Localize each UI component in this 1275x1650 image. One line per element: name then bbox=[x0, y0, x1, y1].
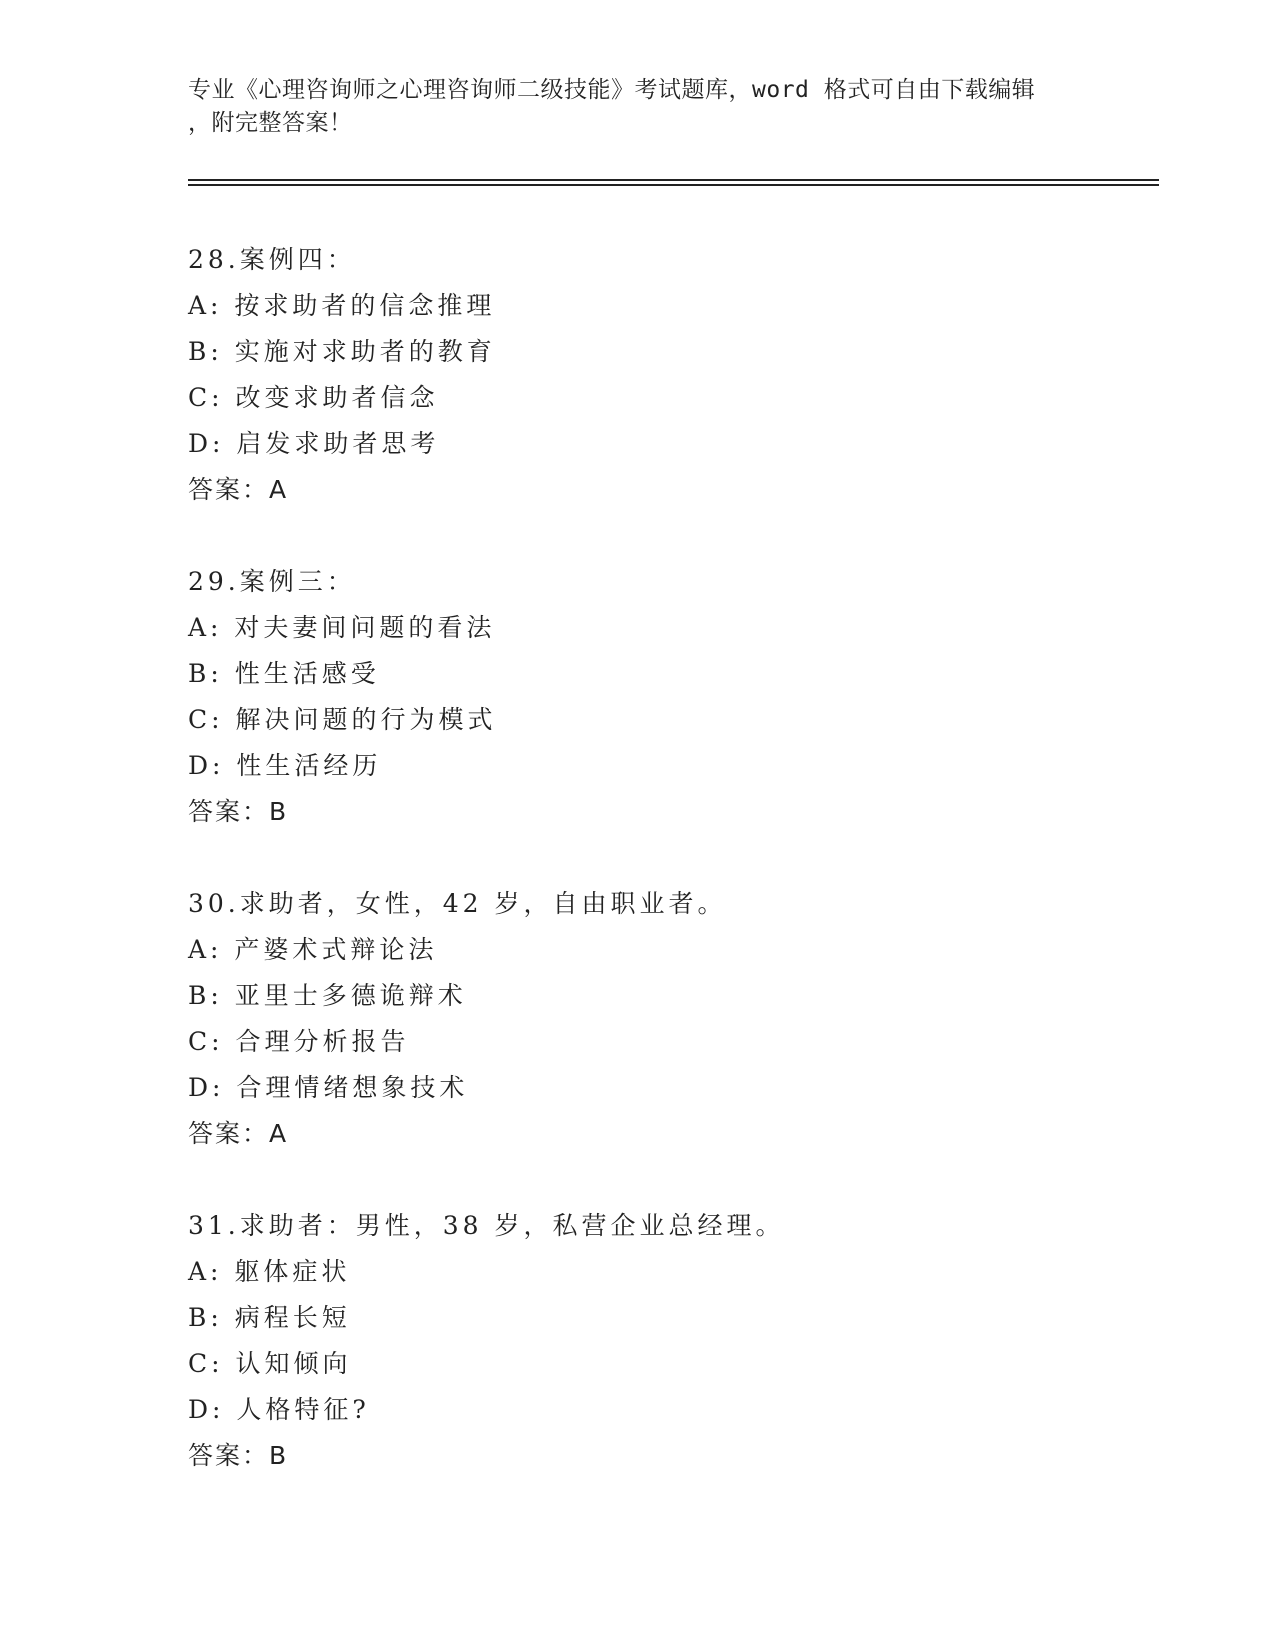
header-title-line-1: 专业《心理咨询师之心理咨询师二级技能》考试题库，word 格式可自由下载编辑 bbox=[188, 77, 1036, 103]
question-stem: 30.求助者，女性，42 岁，自由职业者。 bbox=[188, 889, 727, 918]
option-c: C: 认知倾向 bbox=[188, 1349, 352, 1378]
answer-line: 答案：A bbox=[188, 1119, 289, 1148]
question-28 bbox=[188, 237, 1138, 513]
answer-line: 答案：B bbox=[188, 1441, 289, 1470]
header-divider-bottom bbox=[188, 184, 1159, 186]
question-stem: 29.案例三： bbox=[188, 567, 356, 596]
option-b: B: 实施对求助者的教育 bbox=[188, 337, 496, 366]
answer-line: 答案：A bbox=[188, 475, 289, 504]
option-c: C: 改变求助者信念 bbox=[188, 383, 439, 412]
option-b: B: 病程长短 bbox=[188, 1303, 351, 1332]
question-list bbox=[188, 237, 1138, 1525]
option-d: D: 合理情绪想象技术 bbox=[188, 1073, 469, 1102]
option-a: A: 按求助者的信念推理 bbox=[188, 291, 496, 320]
option-c: C: 合理分析报告 bbox=[188, 1027, 410, 1056]
option-d: D: 性生活经历 bbox=[188, 751, 382, 780]
option-c: C: 解决问题的行为模式 bbox=[188, 705, 497, 734]
option-a: A: 产婆术式辩论法 bbox=[188, 935, 438, 964]
option-b: B: 性生活感受 bbox=[188, 659, 380, 688]
question-30 bbox=[188, 881, 1138, 1157]
option-a: A: 躯体症状 bbox=[188, 1257, 351, 1286]
question-stem: 28.案例四： bbox=[188, 245, 356, 274]
question-31 bbox=[188, 1203, 1138, 1479]
header-title-line-2: ，附完整答案！ bbox=[188, 110, 353, 136]
option-d: D: 启发求助者思考 bbox=[188, 429, 440, 458]
question-stem: 31.求助者：男性，38 岁，私营企业总经理。 bbox=[188, 1211, 785, 1240]
document-header bbox=[188, 74, 1088, 140]
option-b: B: 亚里士多德诡辩术 bbox=[188, 981, 467, 1010]
question-29 bbox=[188, 559, 1138, 835]
option-d: D: 人格特征? bbox=[188, 1395, 370, 1424]
header-divider-top bbox=[188, 179, 1159, 181]
answer-line: 答案：B bbox=[188, 797, 289, 826]
option-a: A: 对夫妻间问题的看法 bbox=[188, 613, 496, 642]
